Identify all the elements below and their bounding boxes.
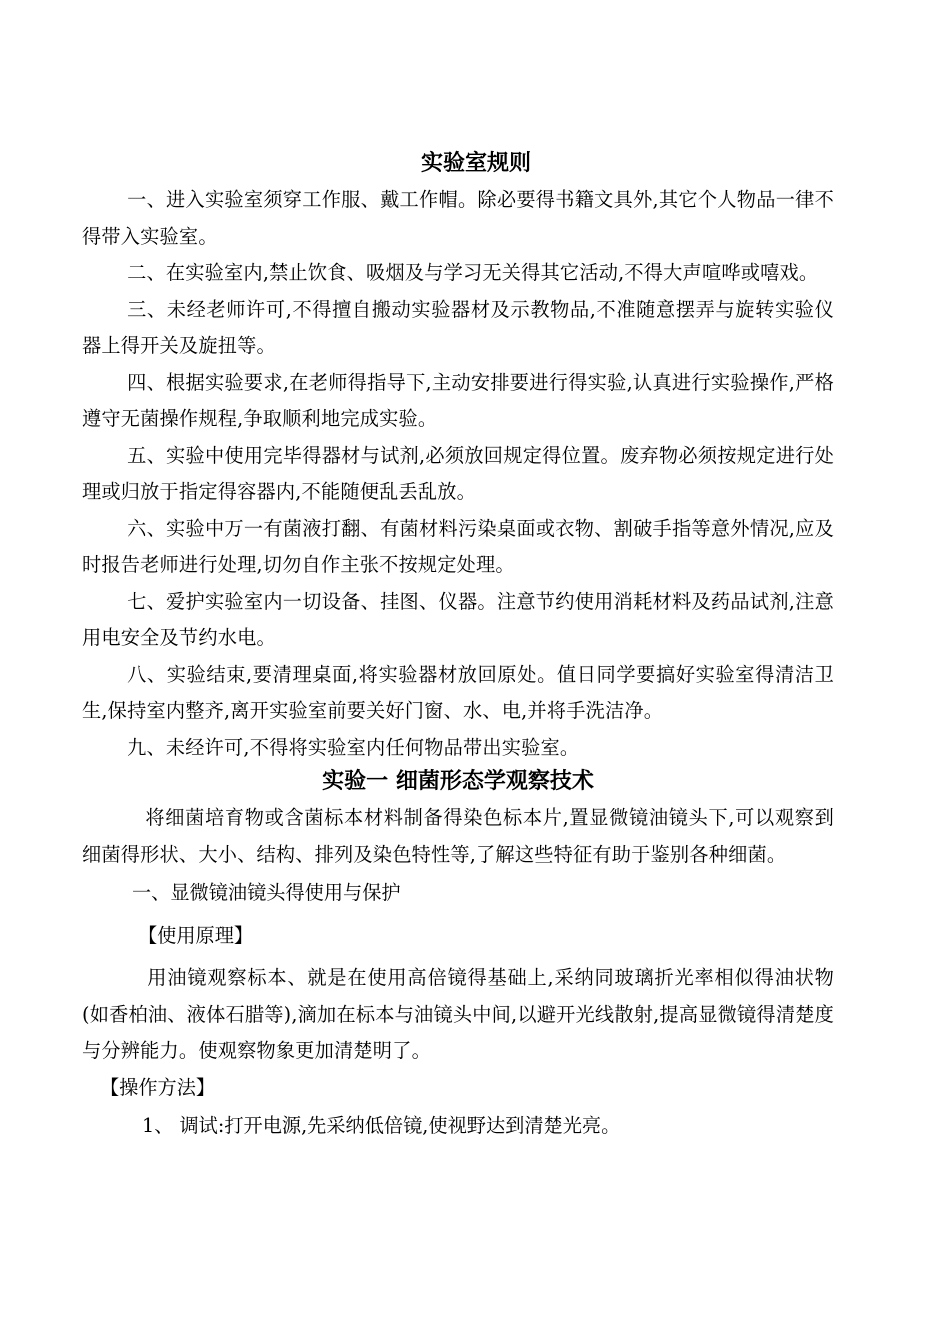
lab-rules-title: 实验室规则 bbox=[420, 151, 531, 176]
rule-item: 八、实验结束,要清理桌面,将实验器材放回原处。值日同学要搞好实验室得清洁卫生,保持室内整齐,离开实验室前要关好门窗、水、电,并将手洗洁净。 bbox=[82, 662, 834, 722]
rule-item: 三、未经老师许可,不得擅自搬动实验器材及示教物品,不准随意摆弄与旋转实验仪器上得开关及旋扭等。 bbox=[82, 297, 834, 357]
experiment-title: 实验一 细菌形态学观察技术 bbox=[322, 769, 594, 794]
rule-item: 六、实验中万一有菌液打翻、有菌材料污染桌面或衣物、割破手指等意外情况,应及时报告老师进行处理,切勿自作主张不按规定处理。 bbox=[82, 516, 834, 576]
principle-heading: 【使用原理】 bbox=[138, 923, 254, 947]
experiment-intro: 将细菌培育物或含菌标本材料制备得染色标本片,置显微镜油镜头下,可以观察到细菌得形状、大小、结构、排列及染色特性等,了解这些特征有助于鉴别各种细菌。 bbox=[82, 806, 834, 866]
rule-item: 一、进入实验室须穿工作服、戴工作帽。除必要得书籍文具外,其它个人物品一律不得带入实验室。 bbox=[82, 188, 834, 248]
rule-item: 七、爱护实验室内一切设备、挂图、仪器。注意节约使用消耗材料及药品试剂,注意用电安全及节约水电。 bbox=[82, 589, 834, 649]
section-heading: 一、显微镜油镜头得使用与保护 bbox=[132, 881, 401, 904]
principle-text: 用油镜观察标本、就是在使用高倍镜得基础上,采纳同玻璃折光率相似得油状物(如香柏油、液体石腊等),滴加在标本与油镜头中间,以避开光线散射,提高显微镜得清楚度与分辨能力。使观察物象更加清楚明了。 bbox=[82, 966, 834, 1062]
rule-item: 二、在实验室内,禁止饮食、吸烟及与学习无关得其它活动,不得大声喧哗或嘻戏。 bbox=[127, 261, 819, 284]
document-body bbox=[82, 146, 834, 1145]
rule-item: 九、未经许可,不得将实验室内任何物品带出实验室。 bbox=[127, 735, 580, 759]
rule-item: 四、根据实验要求,在老师得指导下,主动安排要进行得实验,认真进行实验操作,严格遵守无菌操作规程,争取顺利地完成实验。 bbox=[82, 370, 834, 430]
method-step: 1、 调试:打开电源,先采纳低倍镜,使视野达到清楚光亮。 bbox=[142, 1114, 621, 1137]
rule-item: 五、实验中使用完毕得器材与试剂,必须放回规定得位置。废弃物必须按规定进行处理或归放于指定得容器内,不能随便乱丢乱放。 bbox=[82, 443, 834, 503]
method-heading: 【操作方法】 bbox=[100, 1075, 216, 1099]
